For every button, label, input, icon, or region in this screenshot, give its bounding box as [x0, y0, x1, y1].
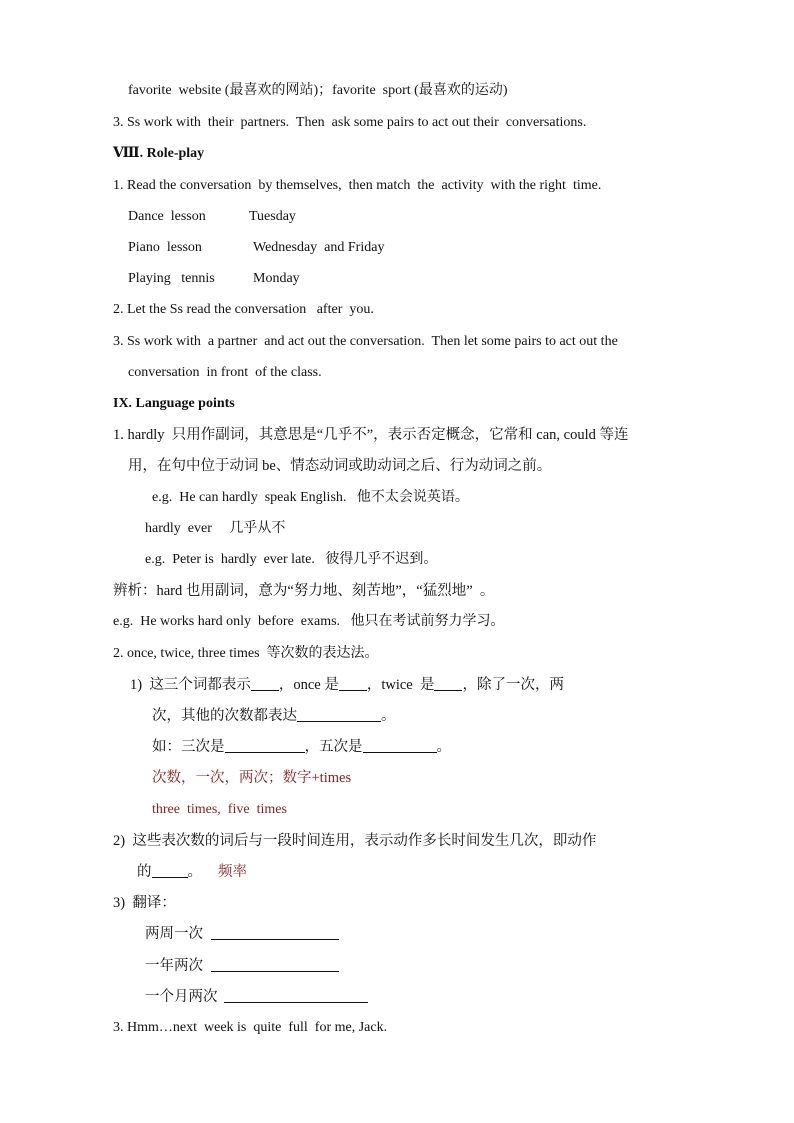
blank-twice[interactable]: [434, 676, 462, 691]
line-frequency-usage: 2) 这些表次数的词后与一段时间连用，表示动作多长时间发生几次，即动作: [113, 833, 597, 849]
blank-other-times[interactable]: [297, 707, 381, 722]
line-these-three-words: 1) 这三个词都表示 ，once 是 ，twice 是 ，除了一次，两: [130, 677, 564, 693]
phrase-hardly-ever: hardly ever 几乎从不: [145, 521, 286, 536]
line-step3-partners: 3. Ss work with their partners. Then ask some pairs to act out their conversations.: [113, 115, 587, 130]
line-favorite: favorite website (最喜欢的网站)；favorite sport (最喜欢的运动): [128, 83, 508, 98]
line-act-out: 3. Ss work with a partner and act out the conversation. Then let some pairs to act out the: [113, 334, 618, 349]
translate-twice-a-year: 一年两次: [145, 957, 339, 975]
line-examples-three-five: 如：三次是 ，五次是 。: [152, 739, 451, 755]
blank-meaning[interactable]: [251, 676, 279, 691]
line-front-of-class: conversation in front of the class.: [128, 365, 322, 380]
example-peter-late: e.g. Peter is hardly ever late. 彼得几乎不迟到。: [145, 552, 438, 567]
line-frequency-blank: 的 。 频率: [137, 864, 247, 880]
line-read-after-you: 2. Let the Ss read the conversation after you.: [113, 302, 374, 317]
line-translate: 3) 翻译：: [113, 895, 176, 911]
heading-role-play: Ⅷ. Role-play: [113, 146, 205, 161]
line-hardly-definition: 1. hardly 只用作副词，其意思是“几乎不”，表示否定概念，它常和 can, could 等连: [113, 427, 629, 443]
blank-three-times[interactable]: [225, 738, 305, 753]
blank-twice-a-year[interactable]: [211, 957, 339, 972]
activity-row-piano: Piano lesson Wednesday and Friday: [128, 240, 385, 255]
line-other-times: 次，其他的次数都表达 。: [152, 708, 396, 724]
answer-frequency: 频率: [218, 864, 247, 880]
translate-once-two-weeks: 两周一次: [145, 925, 339, 943]
line-next-week-full: 3. Hmm…next week is quite full for me, Jack.: [113, 1020, 388, 1035]
answer-times-rule: 次数，一次，两次；数字+times: [152, 770, 352, 786]
example-hardly-speak: e.g. He can hardly speak English. 他不太会说英语。: [152, 490, 469, 505]
line-hardly-usage: 用，在句中位于动词 be、情态动词或助动词之后、行为动词之前。: [128, 458, 552, 474]
activity-row-tennis: Playing tennis Monday: [128, 271, 300, 286]
example-works-hard: e.g. He works hard only before exams. 他只在考试前努力学习。: [113, 614, 505, 629]
line-read-conversation: 1. Read the conversation by themselves, then match the activity with the right time.: [113, 178, 602, 193]
blank-frequency[interactable]: [152, 863, 188, 878]
translate-twice-a-month: 一个月两次: [145, 988, 368, 1006]
line-times-expression: 2. once, twice, three times 等次数的表达法。: [113, 646, 379, 661]
line-hard-analysis: 辨析：hard 也用副词，意为“努力地、刻苦地”，“猛烈地” 。: [113, 583, 495, 599]
heading-language-points: IX. Language points: [113, 396, 235, 411]
blank-five-times[interactable]: [363, 738, 437, 753]
blank-once[interactable]: [339, 676, 367, 691]
blank-once-two-weeks[interactable]: [211, 925, 339, 940]
activity-row-dance: Dance lesson Tuesday: [128, 209, 296, 224]
blank-twice-a-month[interactable]: [224, 988, 368, 1003]
answer-three-five-times: three times, five times: [152, 802, 287, 817]
